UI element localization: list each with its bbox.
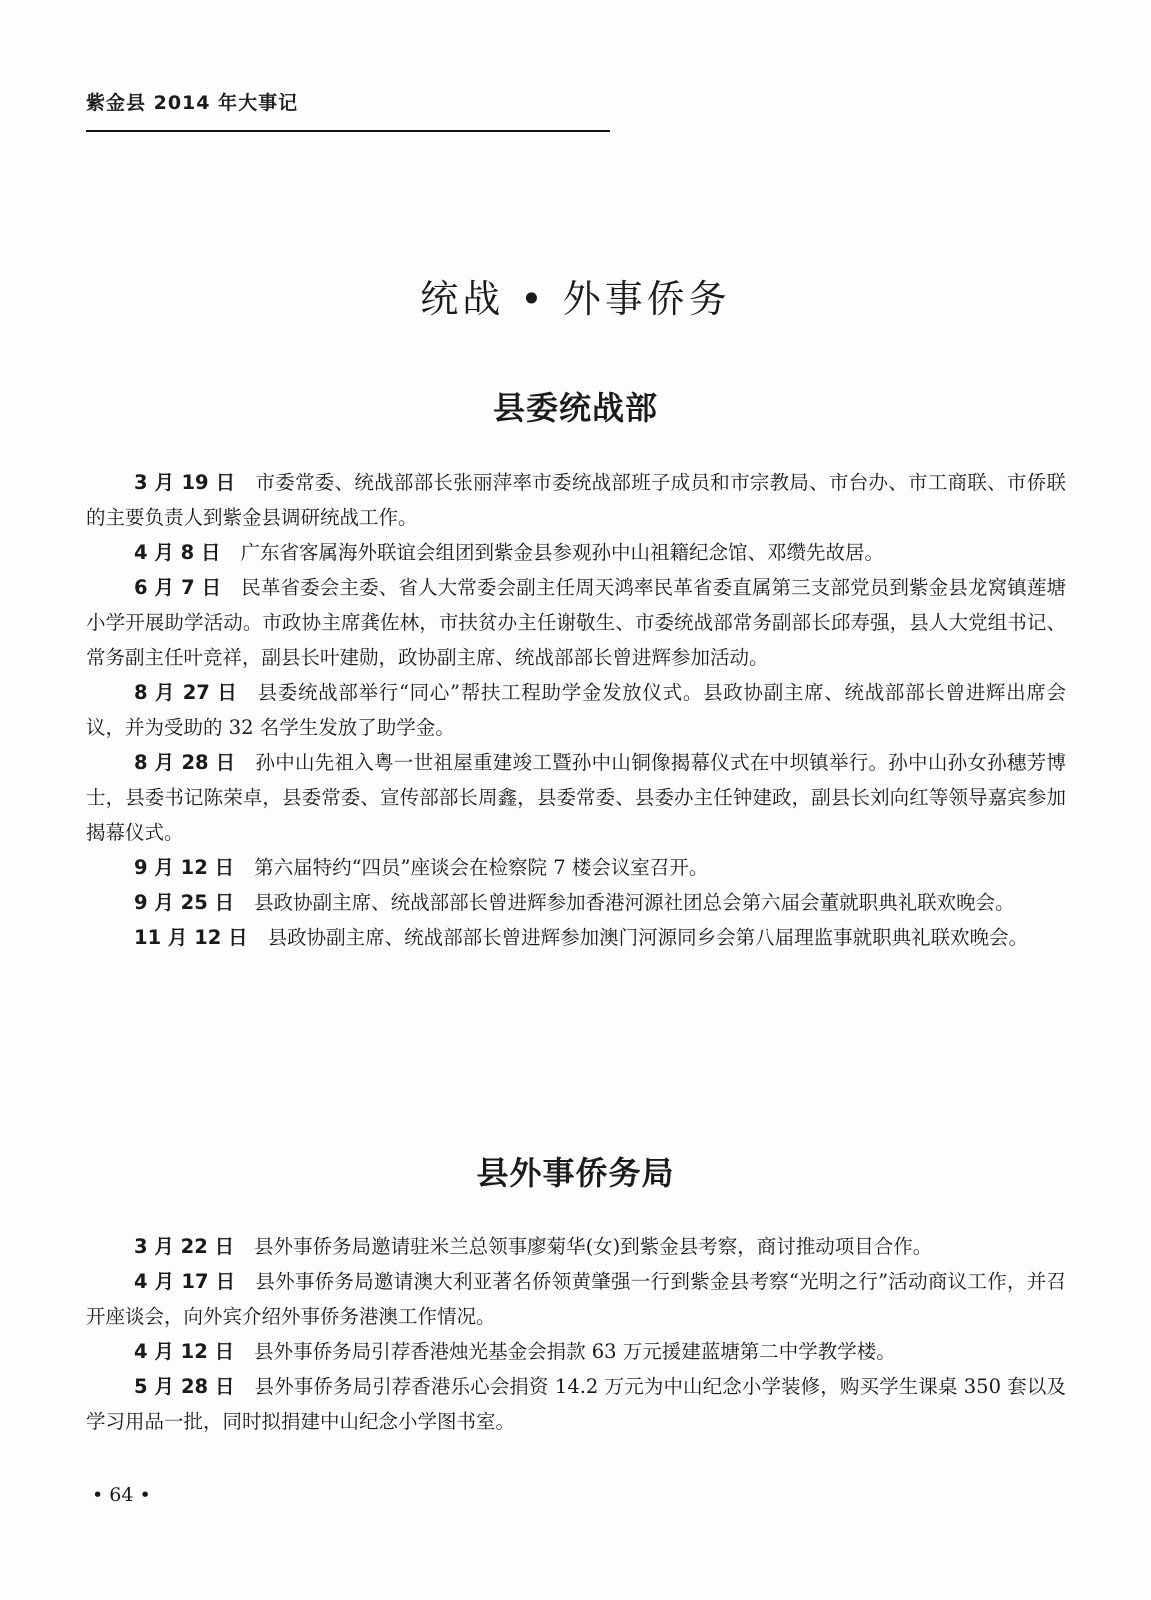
section-title-united-front: 县委统战部 [492, 389, 658, 427]
entry [86, 1229, 1066, 1264]
entry-text: 第六届特约“四员”座谈会在检察院 7 楼会议室召开。 [254, 856, 709, 879]
entry-date: 3 月 19 日 [134, 471, 236, 494]
entry-text: 县外事侨务局邀请驻米兰总领事廖菊华(女)到紫金县考察，商讨推动项目合作。 [254, 1235, 933, 1258]
entry-date: 5 月 28 日 [134, 1375, 235, 1398]
entry-date: 4 月 8 日 [134, 541, 221, 564]
page-number: • 64 • [92, 1484, 151, 1506]
entry [86, 920, 1066, 955]
entry [86, 745, 1066, 850]
entry [86, 1369, 1066, 1439]
entry [86, 1264, 1066, 1334]
entry-text: 市委常委、统战部部长张丽萍率市委统战部班子成员和市宗教局、市台办、市工商联、市侨联的主要负责人到紫金县调研统战工作。 [86, 471, 1066, 529]
running-header: 紫金县 2014 年大事记 [86, 92, 299, 114]
entry-text: 孙中山先祖入粤一世祖屋重建竣工暨孙中山铜像揭幕仪式在中坝镇举行。孙中山孙女孙穗芳博士，县委书记陈荣卓，县委常委、宣传部部长周鑫，县委常委、县委办主任钟建政，副县长刘向红等领导嘉宾参加揭幕仪式。 [86, 751, 1066, 844]
entry-text: 县外事侨务局邀请澳大利亚著名侨领黄肇强一行到紫金县考察“光明之行”活动商议工作，并召开座谈会，向外宾介绍外事侨务港澳工作情况。 [86, 1270, 1066, 1328]
entry [86, 1334, 1066, 1369]
entry [86, 465, 1066, 535]
entry-date: 4 月 17 日 [134, 1270, 236, 1293]
entry [86, 535, 1066, 570]
section-title-foreign-affairs: 县外事侨务局 [476, 1154, 675, 1192]
chapter-title: 统战 • 外事侨务 [420, 277, 731, 321]
entry [86, 675, 1066, 745]
entry-text: 广东省客属海外联谊会组团到紫金县参观孙中山祖籍纪念馆、邓缵先故居。 [240, 541, 885, 564]
entry [86, 885, 1066, 920]
entry-date: 6 月 7 日 [134, 576, 222, 599]
entry-text: 县外事侨务局引荐香港乐心会捐资 14.2 万元为中山纪念小学装修，购买学生课桌 350 套以及学习用品一批，同时拟捐建中山纪念小学图书室。 [86, 1375, 1067, 1433]
entry [86, 850, 1066, 885]
entry-date: 3 月 22 日 [134, 1235, 235, 1258]
entry-text: 县外事侨务局引荐香港烛光基金会捐款 63 万元援建蓝塘第二中学教学楼。 [254, 1340, 896, 1363]
section-entries-united-front [86, 465, 1066, 955]
entry-text: 县政协副主席、统战部部长曾进辉参加澳门河源同乡会第八届理监事就职典礼联欢晚会。 [267, 926, 1029, 949]
entry-date: 4 月 12 日 [134, 1340, 235, 1363]
entry-date: 11 月 12 日 [134, 926, 248, 949]
section-entries-foreign-affairs [86, 1229, 1066, 1439]
entry-date: 9 月 12 日 [134, 856, 235, 879]
header-rule [86, 130, 610, 132]
entry-date: 8 月 27 日 [134, 681, 238, 704]
entry [86, 570, 1066, 675]
entry-text: 县委统战部举行“同心”帮扶工程助学金发放仪式。县政协副主席、统战部部长曾进辉出席会议，并为受助的 32 名学生发放了助学金。 [86, 681, 1066, 739]
entry-date: 8 月 28 日 [134, 751, 236, 774]
entry-text: 民革省委会主委、省人大常委会副主任周天鸿率民革省委直属第三支部党员到紫金县龙窝镇莲塘小学开展助学活动。市政协主席龚佐林，市扶贫办主任谢敬生、市委统战部常务副部长邱寿强，县人大党组书记、常务副主任叶竞祥，副县长叶建勋，政协副主席、统战部部长曾进辉参加活动。 [86, 576, 1066, 669]
entry-text: 县政协副主席、统战部部长曾进辉参加香港河源社团总会第六届会董就职典礼联欢晚会。 [254, 891, 1015, 914]
entry-date: 9 月 25 日 [134, 891, 235, 914]
